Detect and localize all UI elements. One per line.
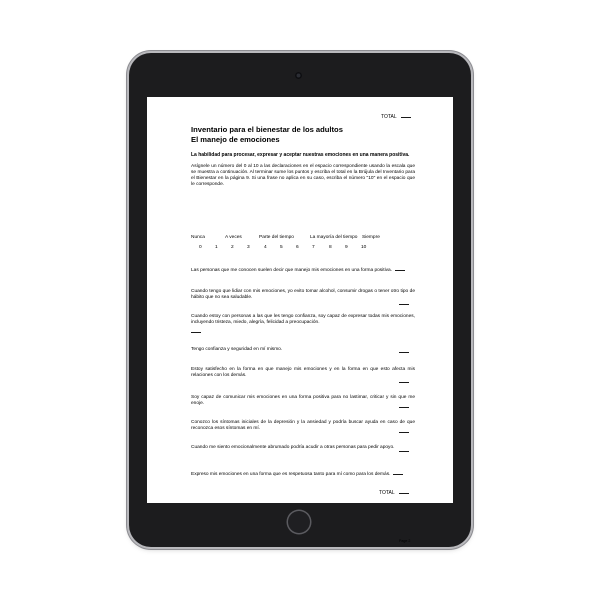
scale-number: 1	[215, 245, 218, 250]
answer-blank[interactable]	[393, 474, 403, 475]
inventory-item-text: Expreso mis emociones en una forma que es respetuosa tanto para mí como para los demás.	[191, 472, 391, 477]
scale-number: 10	[361, 245, 367, 250]
answer-blank[interactable]	[399, 352, 409, 353]
document-lead: La habilidad para procesar, expresar y aceptar nuestras emociones en una manera positiva.	[191, 152, 410, 158]
scale-number: 4	[264, 245, 267, 250]
inventory-item-text: Conozco los síntomas iniciales de la depresión y la ansiedad y podría buscar ayuda en caso de que reconozca esos síntomas en mí.	[191, 420, 415, 431]
answer-blank[interactable]	[399, 304, 409, 305]
total-top-label: TOTAL	[381, 114, 397, 120]
total-bottom	[379, 490, 409, 496]
scale-label-a-veces: A veces	[225, 235, 242, 240]
tablet-screen	[147, 97, 453, 543]
scale-label-parte-del-tiempo: Parte del tiempo	[259, 235, 294, 240]
document-subtitle-title: El manejo de emociones	[191, 135, 280, 144]
inventory-item-5	[191, 367, 415, 379]
scale-label-nunca: Nunca	[191, 235, 205, 240]
total-bottom-label: TOTAL	[379, 490, 395, 496]
inventory-item-6	[191, 395, 415, 407]
scale-number: 5	[280, 245, 283, 250]
answer-blank[interactable]	[395, 270, 405, 271]
answer-blank[interactable]	[399, 432, 409, 433]
scale-number: 0	[199, 245, 202, 250]
inventory-item-text: Cuando me siento emocionalmente abrumado podría acudir a otras personas para pedir apoyo.	[191, 445, 395, 450]
answer-blank[interactable]	[399, 382, 409, 383]
inventory-item-3	[191, 314, 415, 326]
front-camera	[295, 72, 302, 79]
document-title: Inventario para el bienestar de los adultos	[191, 125, 343, 134]
scale-label-mayoria: La mayoría del tiempo	[310, 235, 358, 240]
inventory-item-4	[191, 347, 415, 353]
inventory-item-8	[191, 445, 415, 451]
inventory-item-text: Estoy satisfecho en la forma en que manejo mis emociones y en la forma en que esto afecta mis relaciones con los demás.	[191, 367, 415, 378]
scale-number: 6	[296, 245, 299, 250]
scale-number: 9	[345, 245, 348, 250]
scale-label-siempre: Siempre	[362, 235, 380, 240]
inventory-item-text: Las personas que me conocen suelen decir que manejo mis emociones en una forma positiva.	[191, 268, 393, 273]
inventory-item-text: Tengo confianza y seguridad en mí mismo.	[191, 347, 283, 352]
answer-blank[interactable]	[399, 451, 409, 452]
instructions-paragraph: Asígnele un número del 0 al 10 a las declaraciones en el espacio correspondiente usando la escala que se muestra a continuación. Al terminar sume los puntos y escriba el total en la Brújula del Inventario para el Bienestar en la página 9. Si una frase no aplica en su caso, escriba el número "10" en el espacio que le corresponde.	[191, 164, 415, 187]
scale-number: 3	[247, 245, 250, 250]
total-top	[381, 114, 411, 120]
inventory-item-7	[191, 420, 415, 432]
inventory-item-1	[191, 268, 415, 274]
scale-number: 8	[329, 245, 332, 250]
inventory-item-text: Soy capaz de comunicar mis emociones en una forma positiva para no lastimar, criticar y sin que me enoje.	[191, 395, 415, 406]
inventory-item-9	[191, 472, 415, 478]
answer-blank[interactable]	[191, 332, 201, 333]
inventory-item-text: Cuando estoy con personas a las que les tengo confianza, soy capaz de expresar todas mis emociones, incluyendo tristeza, miedo, alegría, felicidad a preocupación.	[191, 314, 415, 325]
scale-number: 7	[312, 245, 315, 250]
inventory-item-2	[191, 289, 415, 301]
tablet-device	[129, 53, 471, 547]
page-number: Page 2	[399, 539, 411, 543]
scale-number: 2	[231, 245, 234, 250]
answer-blank[interactable]	[399, 407, 409, 408]
inventory-item-text: Cuando tengo que lidiar con mis emociones, yo evito tomar alcohol, consumir drogas o tener otro tipo de hábito que no sea saludable.	[191, 289, 415, 300]
home-button[interactable]	[288, 511, 310, 533]
